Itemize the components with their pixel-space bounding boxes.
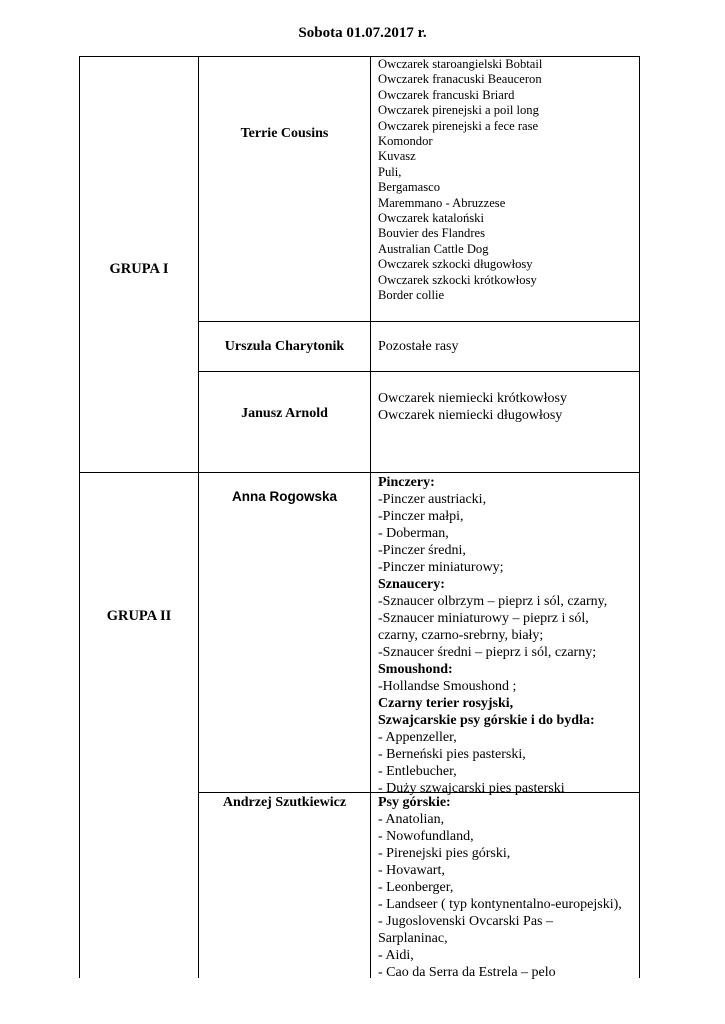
breed-category: Sznaucery:: [378, 577, 445, 592]
group-divider: [79, 472, 640, 473]
judge-name: Urszula Charytonik: [224, 339, 345, 354]
breed-item: -Pinczer średni,: [378, 543, 466, 558]
group-label-grupa-2: GRUPA II: [106, 608, 172, 624]
breed-item: Pozostałe rasy: [378, 339, 459, 354]
breed-item: -Hollandse Smoushond ;: [378, 679, 517, 694]
breed-item: Bergamasco: [378, 180, 441, 195]
breed-item: - Landseer ( typ kontynentalno-europejski),: [378, 897, 622, 912]
breed-item: -Pinczer małpi,: [378, 509, 464, 524]
breed-item: Owczarek franacuski Beauceron: [378, 72, 542, 87]
breed-item: - Entlebucher,: [378, 764, 457, 779]
column-divider: [198, 56, 199, 978]
breed-item: -Sznaucer olbrzym – pieprz i sól, czarny,: [378, 594, 608, 609]
breed-item: -Sznaucer średni – pieprz i sól, czarny;: [378, 645, 597, 660]
breed-item: czarny, czarno-srebrny, biały;: [378, 628, 544, 643]
breed-category: Czarny terier rosyjski,: [378, 696, 514, 711]
breed-item: - Duży szwajcarski pies pasterski: [378, 781, 565, 796]
judge-name: Andrzej Szutkiewicz: [222, 795, 347, 810]
breed-item: Owczarek niemiecki krótkowłosy: [378, 391, 567, 406]
breed-list: [378, 794, 622, 981]
column-divider: [370, 56, 371, 978]
breed-item: Owczarek kataloński: [378, 211, 484, 226]
breed-item: - Aidi,: [378, 948, 414, 963]
breed-item: - Jugoslovenski Ovcarski Pas –: [378, 914, 553, 929]
breed-item: Border collie: [378, 288, 445, 303]
breed-item: - Anatolian,: [378, 812, 445, 827]
breed-item: Kuvasz: [378, 149, 416, 164]
breed-item: - Appenzeller,: [378, 730, 457, 745]
breed-category: Pinczery:: [378, 475, 435, 490]
breed-item: Owczarek szkocki długowłosy: [378, 257, 533, 272]
breed-item: - Cao da Serra da Estrela – pelo: [378, 965, 556, 980]
breed-category: Psy górskie:: [378, 795, 451, 810]
breed-item: - Berneński pies pasterski,: [378, 747, 526, 762]
breed-category: Szwajcarskie psy górskie i do bydła:: [378, 713, 595, 728]
breed-item: Owczarek pirenejski a fece rase: [378, 118, 539, 133]
breed-item: -Sznaucer miniaturowy – pieprz i sól,: [378, 611, 589, 626]
judge-name: Janusz Arnold: [241, 406, 328, 421]
group-label-grupa-1: GRUPA I: [109, 261, 169, 277]
breed-item: Owczarek niemiecki długowłosy: [378, 408, 563, 423]
judge-name: Terrie Cousins: [240, 126, 329, 141]
breed-item: Owczarek francuski Briard: [378, 87, 515, 102]
breed-item: Maremmano - Abruzzese: [378, 195, 506, 210]
breed-item: - Nowofundland,: [378, 829, 474, 844]
row-divider: [198, 371, 640, 372]
breed-item: Sarplaninac,: [378, 931, 448, 946]
breed-list: [378, 390, 567, 424]
breed-item: Bouvier des Flandres: [378, 226, 486, 241]
page-title: Sobota 01.07.2017 r.: [298, 25, 427, 41]
breed-category: Smoushond:: [378, 662, 453, 677]
breed-item: Owczarek pirenejski a poil long: [378, 103, 539, 118]
breed-item: Owczarek staroangielski Bobtail: [378, 57, 543, 71]
breed-item: Owczarek szkocki krótkowłosy: [378, 272, 537, 287]
breed-item: Komondor: [378, 134, 433, 149]
breed-list: [378, 57, 542, 304]
breed-item: -Pinczer miniaturowy;: [378, 560, 504, 575]
breed-item: - Doberman,: [378, 526, 449, 541]
breed-item: - Hovawart,: [378, 863, 445, 878]
row-divider: [198, 321, 640, 322]
breed-item: -Pinczer austriacki,: [378, 492, 487, 507]
breed-item: Puli,: [378, 164, 402, 179]
breed-list: [378, 474, 607, 797]
breed-item: - Pirenejski pies górski,: [378, 846, 511, 861]
breed-item: Australian Cattle Dog: [378, 241, 489, 256]
judge-name: Anna Rogowska: [231, 489, 337, 504]
breed-item: - Leonberger,: [378, 880, 454, 895]
